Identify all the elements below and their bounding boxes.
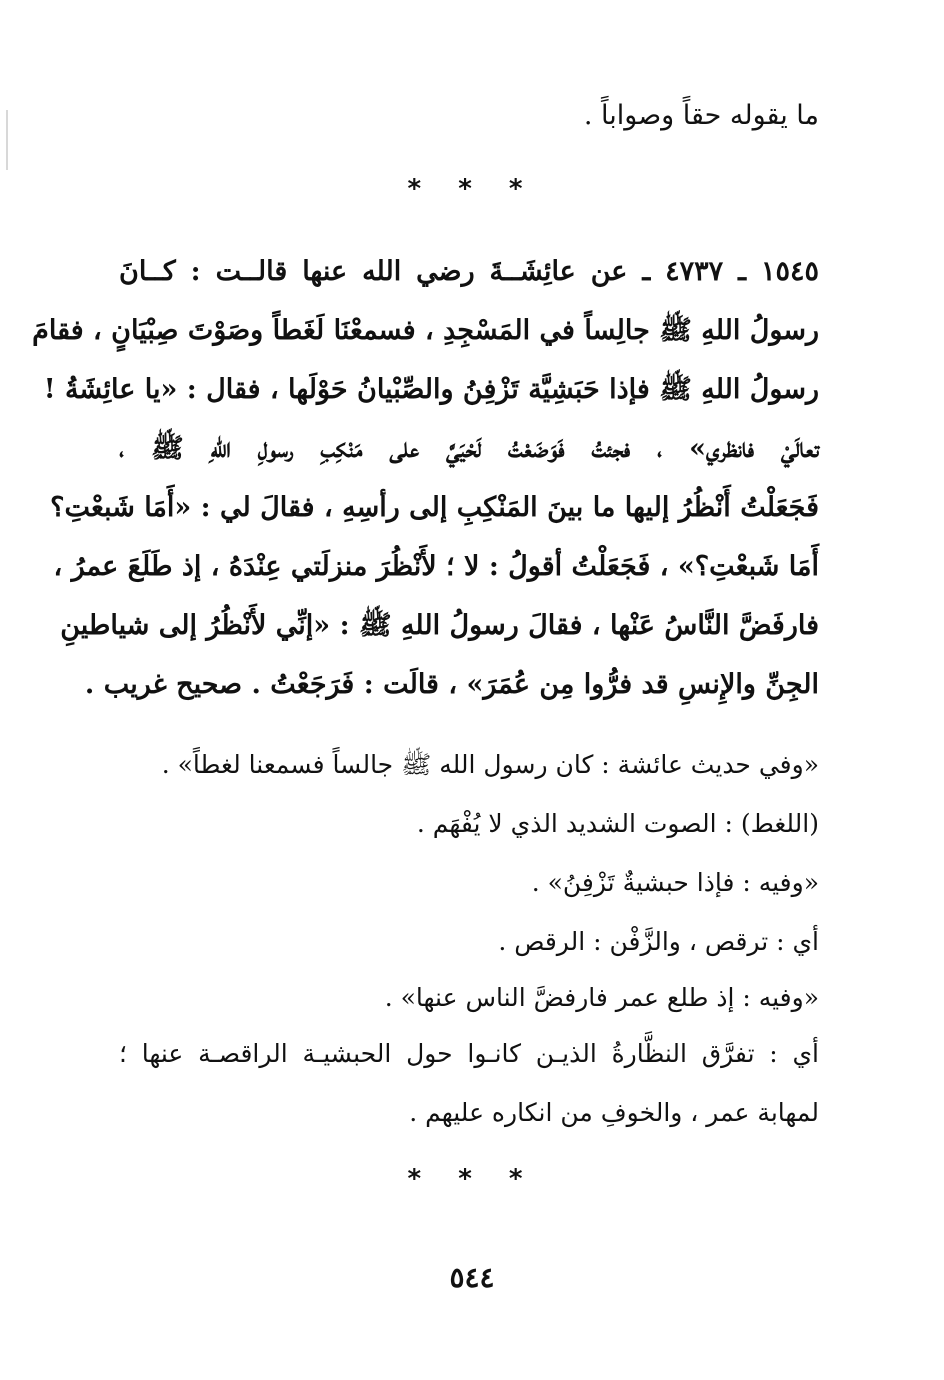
- commentary-line: لمهابة عمر ، والخوفِ من انكاره عليهم .: [409, 1098, 819, 1127]
- section-separator: * * *: [407, 1164, 537, 1194]
- hadith-line: رسولُ اللهِ ﷺ جالِساً في المَسْجِدِ ، فسمعْنَا لَغَطاً وصَوْتَ صِبْيَانٍ ، فقامَ: [32, 315, 819, 346]
- commentary-line: «وفيه : فإذا حبشيةٌ تَزْفِنُ» .: [531, 868, 819, 897]
- continuation-line: ما يقوله حقاً وصواباً .: [583, 100, 819, 131]
- page-edge-mark: [6, 110, 8, 170]
- page-number: ٥٤٤: [449, 1261, 495, 1294]
- commentary-line: أي : ترقص ، والزَّفْن : الرقص .: [498, 927, 819, 956]
- hadith-line: فَجَعَلْتُ أَنْظُرُ إليها ما بينَ المَنْكِبِ إلى رأسِهِ ، فقالَ لي : «أَمَا شَبعْتِ؟: [50, 492, 819, 523]
- commentary-line: «وفيه : إذ طلع عمر فارفضَّ الناس عنها» .: [384, 983, 819, 1012]
- commentary-line: (اللغط) : الصوت الشديد الذي لا يُفْهَم .: [416, 809, 819, 838]
- hadith-line: الجِنِّ والإِنسِ قد فرُّوا مِن عُمَرَ» ، قالَت : فَرَجَعْتُ . صحيح غريب .: [84, 669, 819, 700]
- hadith-line: رسولُ اللهِ ﷺ فإذا حَبَشِيَّة تَزْفِنُ والصِّبْيانُ حَوْلَها ، فقال : «يا عائِشَةُ !: [43, 374, 819, 405]
- commentary-line: أي : تفرَّق النظَّارةُ الذيـن كانـوا حول الحبشيـة الراقصـة عنها ؛: [119, 1039, 819, 1068]
- hadith-line: ١٥٤٥ ـ ٤٧٣٧ ـ عن عائِشَــةَ رضي الله عنها قالــت : كــانَ: [119, 256, 819, 287]
- commentary-line: «وفي حديث عائشة : كان رسول الله ﷺ جالساً فسمعنا لغطاً» .: [161, 750, 819, 779]
- hadith-line: تعالَيْ فانظري» ، فجئتُ فَوَضَعْتُ لَحْيَيَّ على مَنْكِبِ رسولِ اللهِ ﷺ ،: [119, 433, 819, 464]
- section-separator: * * *: [407, 174, 537, 204]
- hadith-line: فارفَضَّ النَّاسُ عَنْها ، فقالَ رسولُ اللهِ ﷺ : «إنِّي لأَنْظُرُ إلى شياطينِ: [60, 610, 819, 641]
- hadith-line: أَمَا شَبعْتِ؟» ، فَجَعَلْتُ أقولُ : لا ؛ لأَنْظُرَ منزلَتي عِنْدَهُ ، إذ طَلَعَ عمرُ ،: [53, 551, 819, 582]
